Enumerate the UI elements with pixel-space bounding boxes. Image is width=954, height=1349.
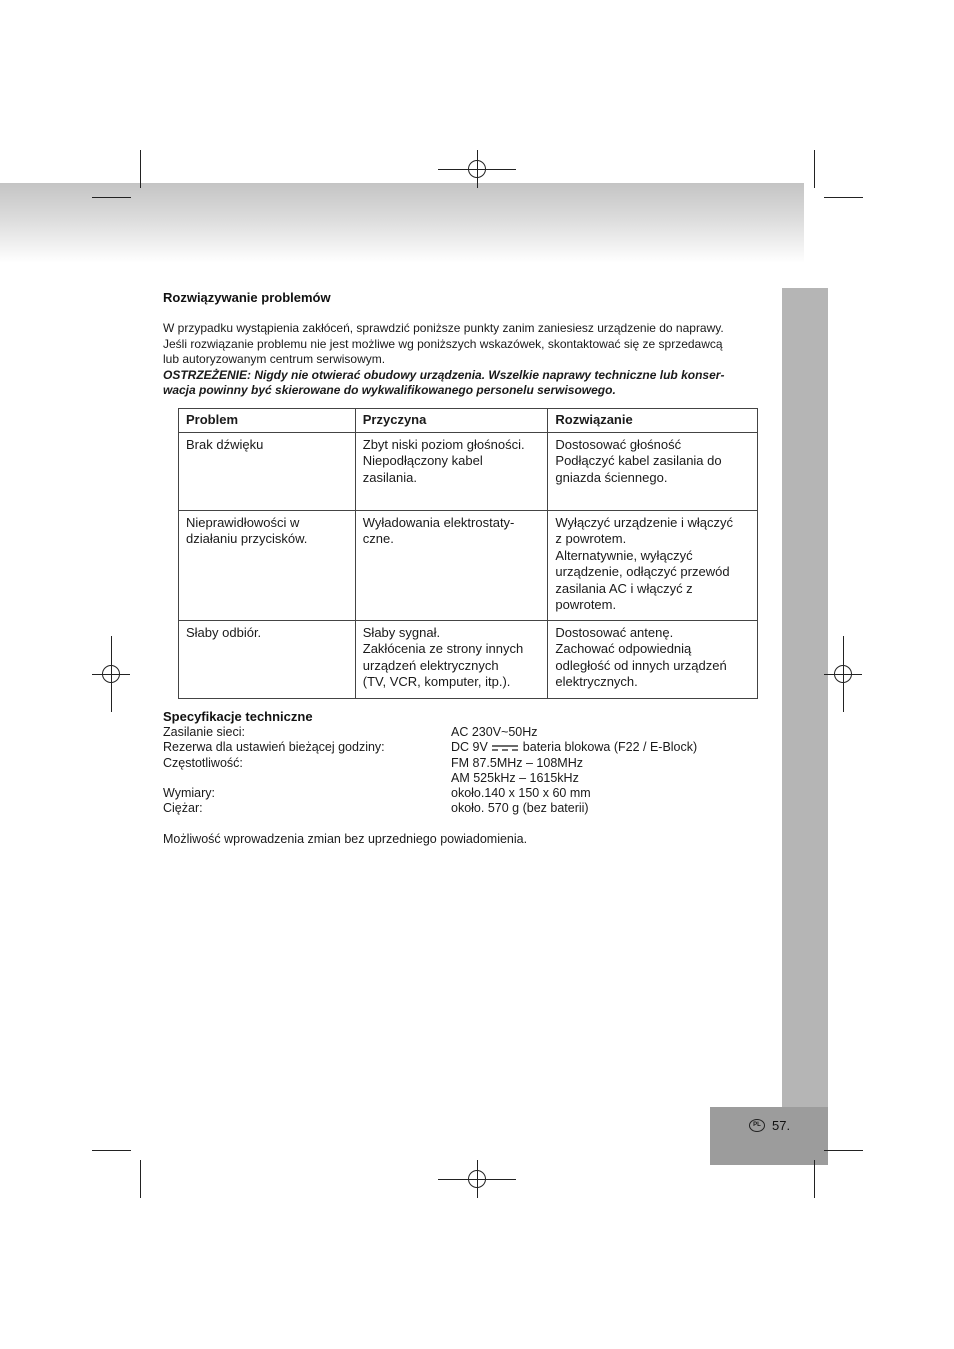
- cell-line: Zbyt niski poziom głośności.: [362, 436, 525, 452]
- spec-row: [163, 786, 763, 801]
- spec-value: [451, 740, 763, 755]
- cell-line: Brak dźwięku: [186, 436, 264, 452]
- solution-cell: [548, 432, 758, 510]
- problem-cell: [179, 510, 356, 620]
- change-notice: Możliwość wprowadzenia zmian bez uprzedniego powiadomienia.: [163, 832, 528, 846]
- cell-line: Wyładowania elektrostaty-: [362, 514, 515, 530]
- cell-line: Niepodłączony kabel: [362, 453, 483, 468]
- cell-line: urządzenie, odłączyć przewód: [555, 564, 730, 579]
- cell-line: Alternatywnie, wyłączyć: [555, 547, 693, 563]
- cell-line: Słaby sygnał.: [362, 624, 441, 640]
- warning-line: wacja powinny być skierowane do wykwalifikowanego personelu serwisowego.: [163, 383, 616, 397]
- cell-line: działaniu przycisków.: [186, 531, 308, 546]
- spec-label: Zasilanie sieci:: [163, 725, 245, 739]
- troubleshooting-intro: [163, 321, 768, 399]
- dc-symbol-icon: [492, 744, 518, 752]
- cell-line: powrotem.: [555, 597, 617, 612]
- cell-line: zasilania.: [362, 469, 417, 485]
- table-header-row: [179, 409, 758, 433]
- cell-line: (TV, VCR, komputer, itp.).: [362, 674, 511, 689]
- spec-value: około.140 x 150 x 60 mm: [451, 786, 591, 801]
- spec-label: Wymiary:: [163, 786, 215, 801]
- cell-line: zasilania AC i włączyć z: [555, 580, 693, 596]
- troubleshooting-table: [178, 408, 758, 699]
- header-problem: Problem: [179, 409, 356, 433]
- cell-line: Nieprawidłowości w: [186, 514, 300, 530]
- intro-line: Jeśli rozwiązanie problemu nie jest możliwe wg poniższych wskazówek, skontaktować się ze sprzedawcą: [163, 336, 723, 351]
- cause-cell: [355, 432, 548, 510]
- spec-label: Rezerwa dla ustawień bieżącej godziny:: [163, 740, 385, 755]
- spec-row: [163, 756, 763, 771]
- spec-row: [163, 725, 763, 740]
- language-badge: PL: [749, 1119, 765, 1132]
- cell-line: elektrycznych.: [555, 674, 638, 689]
- spec-value-prefix: DC 9V: [451, 740, 488, 755]
- cause-cell: [355, 510, 548, 620]
- table-row: [179, 510, 758, 620]
- spec-value: AC 230V~50Hz: [451, 725, 538, 739]
- intro-line: lub autoryzowanym centrum serwisowym.: [163, 352, 386, 366]
- cell-line: urządzeń elektrycznych: [362, 657, 499, 673]
- troubleshooting-title: Rozwiązywanie problemów: [163, 290, 331, 305]
- cell-line: Słaby odbiór.: [186, 624, 262, 640]
- table-row: [179, 432, 758, 510]
- cell-line: czne.: [362, 531, 394, 546]
- cell-line: odległość od innych urządzeń: [555, 657, 727, 673]
- problem-cell: [179, 432, 356, 510]
- spec-label: Ciężar:: [163, 801, 203, 816]
- cell-line: Wyłączyć urządzenie i włączyć: [555, 514, 734, 530]
- spec-label-empty: [163, 771, 451, 786]
- spec-row: [163, 771, 763, 786]
- cell-line: z powrotem.: [555, 531, 627, 546]
- spec-row: [163, 740, 763, 755]
- problem-cell: [179, 620, 356, 698]
- cell-line: Zakłócenia ze strony innych: [362, 641, 524, 656]
- spec-value: AM 525kHz – 1615kHz: [451, 770, 579, 785]
- spec-value-suffix: bateria blokowa (F22 / E-Block): [522, 740, 698, 755]
- spec-value: około. 570 g (bez baterii): [451, 801, 589, 816]
- cell-line: Zachować odpowiednią: [555, 641, 692, 656]
- cell-line: Dostosować głośność: [555, 436, 682, 452]
- cell-line: gniazda ściennego.: [555, 469, 668, 485]
- specs-list: [163, 725, 763, 817]
- page-number: 57.: [772, 1118, 791, 1133]
- specs-title: Specyfikacje techniczne: [163, 709, 313, 724]
- cell-line: Podłączyć kabel zasilania do: [555, 453, 722, 468]
- warning-line: OSTRZEŻENIE: Nigdy nie otwierać obudowy urządzenia. Wszelkie naprawy techniczne lub konser-: [163, 367, 725, 382]
- header-cause: Przyczyna: [355, 409, 548, 433]
- spec-label: Częstotliwość:: [163, 755, 243, 770]
- solution-cell: [548, 620, 758, 698]
- header-band: [0, 183, 804, 263]
- cause-cell: [355, 620, 548, 698]
- solution-cell: [548, 510, 758, 620]
- side-strip: [782, 288, 828, 1108]
- spec-row: [163, 801, 763, 816]
- cell-line: Dostosować antenę.: [555, 624, 674, 640]
- table-row: [179, 620, 758, 698]
- spec-value: FM 87.5MHz – 108MHz: [451, 755, 583, 770]
- page-number-box: [710, 1107, 828, 1165]
- intro-line: W przypadku wystąpienia zakłóceń, sprawdzić poniższe punkty zanim zaniesiesz urządzenie do naprawy.: [163, 321, 724, 335]
- header-solution: Rozwiązanie: [548, 409, 758, 433]
